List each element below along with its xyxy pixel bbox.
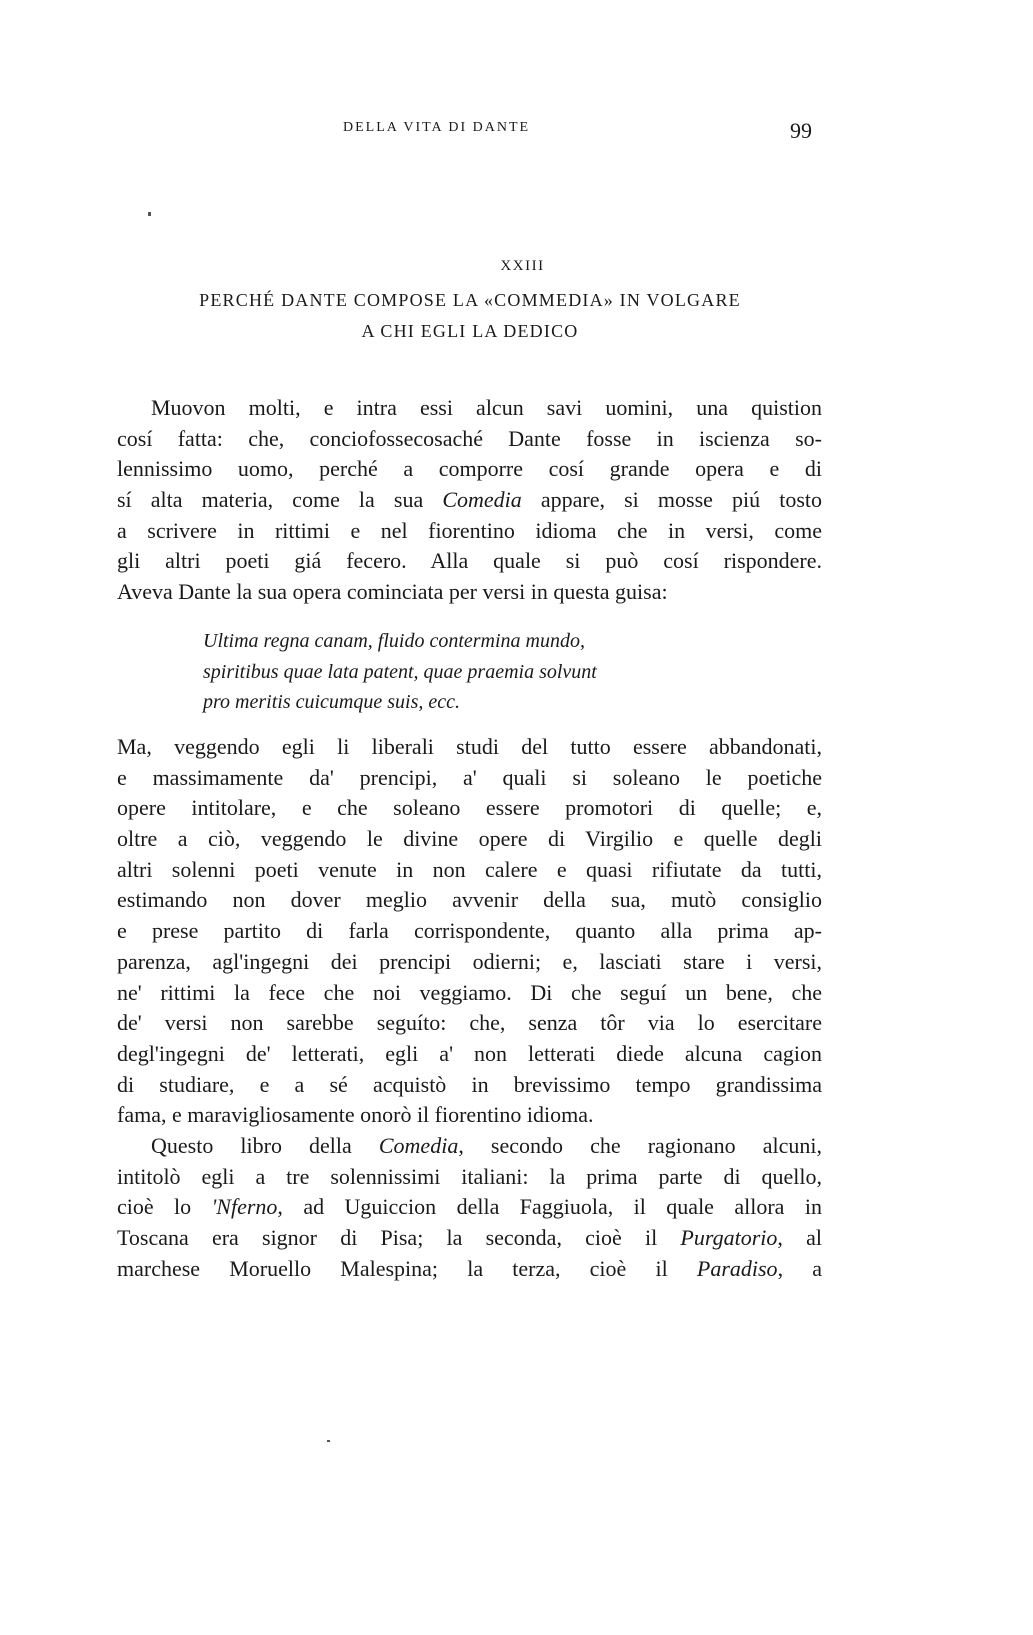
text-line xyxy=(117,424,822,455)
paragraph-1 xyxy=(117,393,822,608)
text-line xyxy=(117,885,822,916)
text-line xyxy=(203,657,597,688)
page-number: 99 xyxy=(790,118,812,143)
chapter-number: XXIII xyxy=(500,258,545,274)
text-line xyxy=(117,546,822,577)
text-line xyxy=(117,1070,822,1101)
text-line xyxy=(117,763,822,794)
paragraph-2 xyxy=(117,732,822,1131)
text-segment: marchese Moruello Malespina; la terza, cioè il xyxy=(117,1255,697,1281)
text-segment: gli altri poeti giá fecero. Alla quale si può cosí rispondere. xyxy=(117,548,822,574)
text-line xyxy=(203,687,597,718)
text-segment: cioè lo xyxy=(117,1194,212,1220)
text-line xyxy=(117,454,822,485)
italic-text: pro meritis cuicumque suis xyxy=(203,691,419,714)
italic-text: Purgatorio xyxy=(680,1225,778,1251)
text-segment: e massimamente da' prencipi, a' quali si soleano le poetiche xyxy=(117,764,822,790)
verse-quotation xyxy=(203,626,597,718)
text-segment: Toscana era signor di Pisa; la seconda, cioè il xyxy=(117,1225,681,1251)
italic-text: Paradiso xyxy=(696,1255,778,1281)
text-line xyxy=(117,978,822,1009)
text-segment: cosí fatta: che, conciofossecosaché Dante fosse in iscienza so- xyxy=(117,425,822,451)
scan-speck xyxy=(327,1440,330,1442)
text-segment: , ad Uguiccion della Faggiuola, il quale allora in xyxy=(277,1194,822,1220)
text-line xyxy=(117,1131,822,1162)
text-segment: parenza, agl'ingegni dei prencipi odierni; e, lasciati stare i versi, xyxy=(117,948,822,974)
text-line xyxy=(203,626,597,657)
text-segment: fama, e maravigliosamente onorò il fiorentino idioma. xyxy=(117,1102,594,1128)
text-segment: Aveva Dante la sua opera cominciata per versi in questa guisa: xyxy=(117,579,668,605)
text-line xyxy=(117,855,822,886)
italic-text: Comedia xyxy=(378,1133,459,1158)
chapter-title-line: A CHI EGLI LA DEDICO xyxy=(361,321,579,341)
text-segment: di studiare, e a sé acquistò in brevissimo tempo grandissima xyxy=(117,1071,822,1097)
text-segment: , al xyxy=(777,1225,822,1251)
text-segment: altri solenni poeti venute in non calere e quasi rifiutate da tutti, xyxy=(117,856,822,882)
italic-text: 'Nferno xyxy=(211,1194,278,1220)
text-line xyxy=(117,947,822,978)
text-segment: sí alta materia, come la sua xyxy=(117,487,443,513)
text-line xyxy=(117,732,822,763)
text-line xyxy=(117,793,822,824)
paragraph-3 xyxy=(117,1131,822,1284)
text-line xyxy=(117,1254,822,1285)
text-line xyxy=(117,1008,822,1039)
text-segment: Questo libro della xyxy=(151,1133,379,1158)
italic-text: spiritibus quae lata patent, quae praemia solvunt xyxy=(203,660,597,683)
text-segment: degl'ingegni de' letterati, egli a' non letterati diede alcuna cagion xyxy=(117,1040,822,1066)
text-segment: intitolò egli a tre solennissimi italiani: la prima parte di quello, xyxy=(117,1163,822,1189)
text-segment: , a xyxy=(777,1255,822,1281)
text-segment: de' versi non sarebbe seguíto: che, senza tôr via lo esercitare xyxy=(117,1010,822,1036)
text-segment: opere intitolare, e che soleano essere promotori di quelle; e, xyxy=(117,795,822,821)
text-segment: lennissimo uomo, perché a comporre cosí grande opera e di xyxy=(117,456,822,482)
chapter-title xyxy=(110,285,830,347)
text-segment: Muovon molti, e intra essi alcun savi uomini, una quistion xyxy=(151,395,822,420)
text-segment: estimando non dover meglio avvenir della sua, mutò consiglio xyxy=(117,887,822,913)
text-line xyxy=(117,577,822,608)
text-line xyxy=(117,516,822,547)
text-segment: e prese partito di farla corrispondente, quanto alla prima ap- xyxy=(117,918,822,944)
text-line xyxy=(117,1039,822,1070)
text-segment: , secondo che ragionano alcuni, xyxy=(458,1133,822,1158)
text-line xyxy=(117,1162,822,1193)
text-segment: a scrivere in rittimi e nel fiorentino idioma che in versi, come xyxy=(117,517,822,543)
text-line xyxy=(117,824,822,855)
text-segment: Ma, veggendo egli li liberali studi del tutto essere abbandonati, xyxy=(117,734,822,759)
text-line xyxy=(117,1100,822,1131)
text-line xyxy=(117,1223,822,1254)
text-line xyxy=(117,393,822,424)
scan-speck xyxy=(148,212,151,216)
chapter-title-line: PERCHÉ DANTE COMPOSE LA «COMMEDIA» IN VOLGARE xyxy=(199,290,741,310)
text-line xyxy=(117,485,822,516)
text-segment: ne' rittimi la fece che noi veggiamo. Di che seguí un bene, che xyxy=(117,979,822,1005)
text-segment: appare, si mosse piú tosto xyxy=(521,487,822,513)
text-line xyxy=(117,1192,822,1223)
running-head: DELLA VITA DI DANTE xyxy=(343,120,531,135)
text-segment: oltre a ciò, veggendo le divine opere di Virgilio e quelle degli xyxy=(117,826,822,852)
italic-text: Ultima regna canam, fluido contermina mundo, xyxy=(203,630,586,652)
text-segment: , ecc. xyxy=(418,691,460,714)
text-line xyxy=(117,916,822,947)
italic-text: Comedia xyxy=(442,487,522,513)
